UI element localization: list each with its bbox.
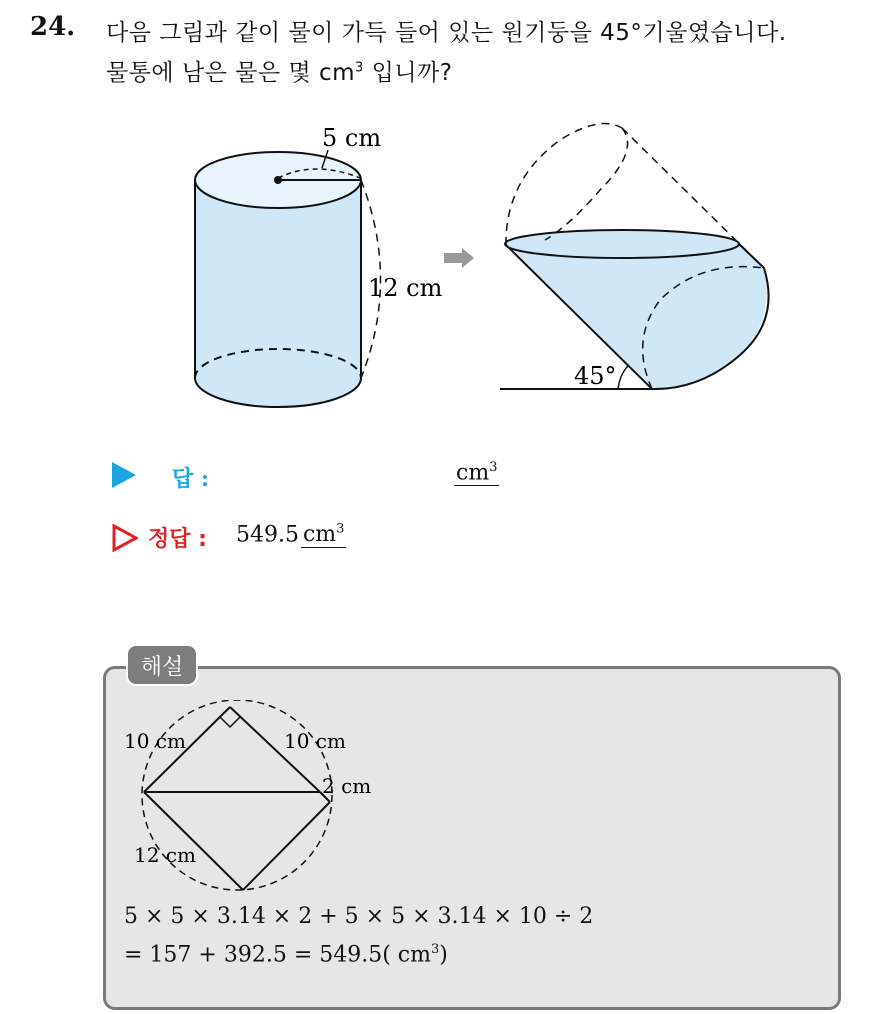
solution-calc-line2 (124, 942, 448, 967)
question-line2-suffix: 입니까? (363, 60, 453, 86)
question-text-line2 (106, 54, 453, 87)
angle-arc (618, 366, 628, 389)
radius-label: 5 cm (322, 124, 382, 152)
question-line2-sup: 3 (355, 60, 364, 76)
diagram-bottom-left-edge (144, 792, 243, 890)
question-text-line1: 다음 그림과 같이 물이 가득 들어 있는 원기둥을 45°기울였습니다. (106, 20, 787, 46)
answer-unit-text: cm (456, 460, 490, 486)
answer-unit (454, 460, 499, 486)
upright-cylinder (195, 124, 443, 407)
diagram-label-bottom: 12 cm (134, 843, 196, 867)
answer-input[interactable] (222, 462, 442, 488)
height-label: 12 cm (368, 274, 443, 302)
tilted-water-fill (506, 243, 767, 389)
solution-diagram (110, 700, 510, 900)
tilted-cylinder (500, 124, 769, 390)
calc-line2-sup: 3 (430, 942, 440, 957)
diagram-label-right: 10 cm (284, 729, 346, 753)
correct-unit-sup: 3 (336, 522, 345, 537)
answer-arrow-icon (112, 462, 136, 488)
water-surface-ellipse (505, 230, 739, 258)
right-angle-mark (220, 717, 240, 727)
answer-label: 답 : (172, 466, 210, 492)
angle-label: 45° (574, 362, 617, 390)
empty-top-left (506, 124, 622, 245)
calc-line2-prefix: = 157 + 392.5 = 549.5( cm (124, 942, 431, 968)
question-line2-prefix: 물통에 남은 물은 몇 cm (106, 60, 356, 86)
calc-line2-suffix: ) (439, 942, 448, 968)
answer-unit-sup: 3 (489, 460, 498, 475)
empty-top-inner (545, 128, 628, 240)
question-number: 24. (30, 12, 76, 42)
correct-answer-value (236, 522, 346, 547)
transform-arrow-icon (444, 248, 474, 268)
diagram-label-left: 10 cm (124, 729, 186, 753)
solution-calc-line1: 5 × 5 × 3.14 × 2 + 5 × 5 × 3.14 × 10 ÷ 2 (124, 904, 594, 929)
correct-value-text: 549.5 (236, 522, 299, 548)
correct-unit-text: cm (302, 522, 337, 548)
diagram-label-small: 2 cm (322, 774, 372, 798)
correct-arrow-icon (112, 524, 138, 552)
solution-tab: 해설 (126, 644, 198, 686)
correct-answer-label: 정답 : (148, 527, 207, 552)
cylinder-figure (0, 100, 884, 520)
correct-unit (301, 522, 346, 548)
